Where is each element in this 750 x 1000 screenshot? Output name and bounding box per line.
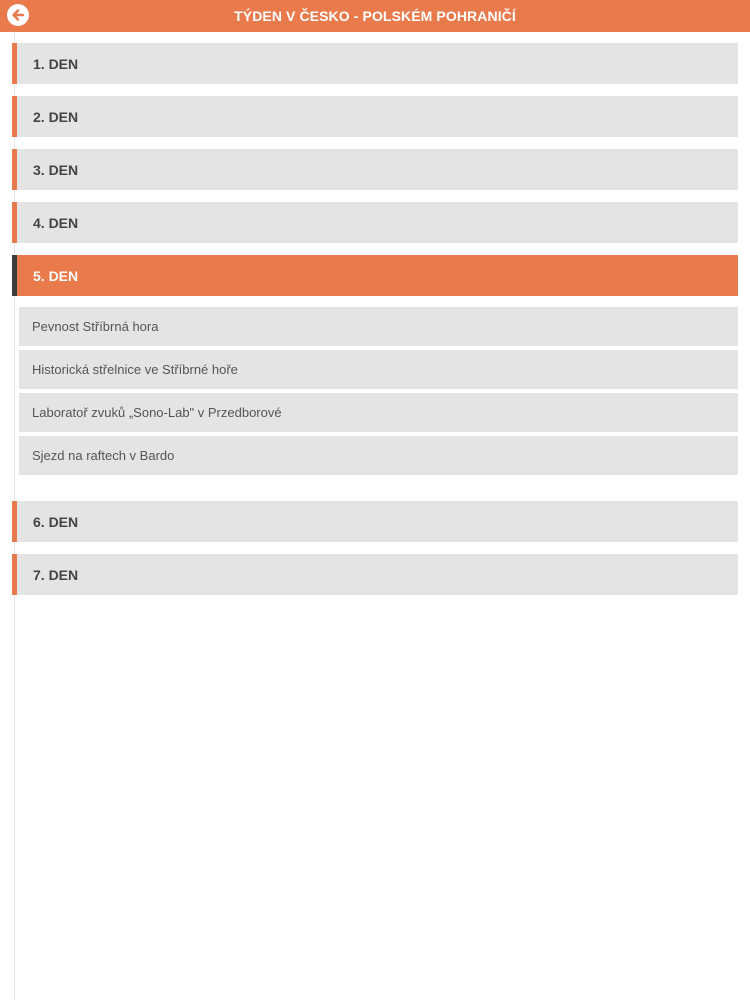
day-1-header[interactable]	[12, 43, 738, 84]
day-marker	[12, 202, 17, 243]
day-label: 1. DEN	[33, 55, 79, 72]
list-item[interactable]	[19, 393, 738, 432]
day-marker	[12, 501, 17, 542]
day-6-header[interactable]	[12, 501, 738, 542]
day-label: 6. DEN	[33, 513, 79, 530]
day-marker	[12, 149, 17, 190]
list-item-label: Laboratoř zvuků „Sono-Lab" v Przedborové	[32, 405, 282, 420]
day-label: 5. DEN	[33, 267, 79, 284]
day-2-header[interactable]	[12, 96, 738, 137]
day-4-header[interactable]	[12, 202, 738, 243]
day-5-header[interactable]	[12, 255, 738, 296]
list-item[interactable]	[19, 307, 738, 346]
list-item-label: Historická střelnice ve Stříbrné hoře	[32, 362, 238, 377]
day-label: 2. DEN	[33, 108, 79, 125]
day-marker	[12, 96, 17, 137]
arrow-left-icon	[11, 8, 25, 22]
back-button[interactable]	[7, 4, 29, 26]
day-label: 3. DEN	[33, 161, 79, 178]
day-label: 4. DEN	[33, 214, 79, 231]
list-item-label: Sjezd na raftech v Bardo	[32, 448, 175, 463]
day-3-header[interactable]	[12, 149, 738, 190]
top-bar	[0, 0, 750, 32]
list-item-label: Pevnost Stříbrná hora	[32, 319, 159, 334]
day-marker	[12, 255, 17, 296]
list-item[interactable]	[19, 436, 738, 475]
day-5-items	[19, 307, 738, 475]
page-title: TÝDEN V ČESKO - POLSKÉM POHRANIČÍ	[234, 8, 516, 24]
day-label: 7. DEN	[33, 566, 79, 583]
list-item[interactable]	[19, 350, 738, 389]
day-marker	[12, 554, 17, 595]
day-list	[12, 43, 738, 607]
day-7-header[interactable]	[12, 554, 738, 595]
day-marker	[12, 43, 17, 84]
